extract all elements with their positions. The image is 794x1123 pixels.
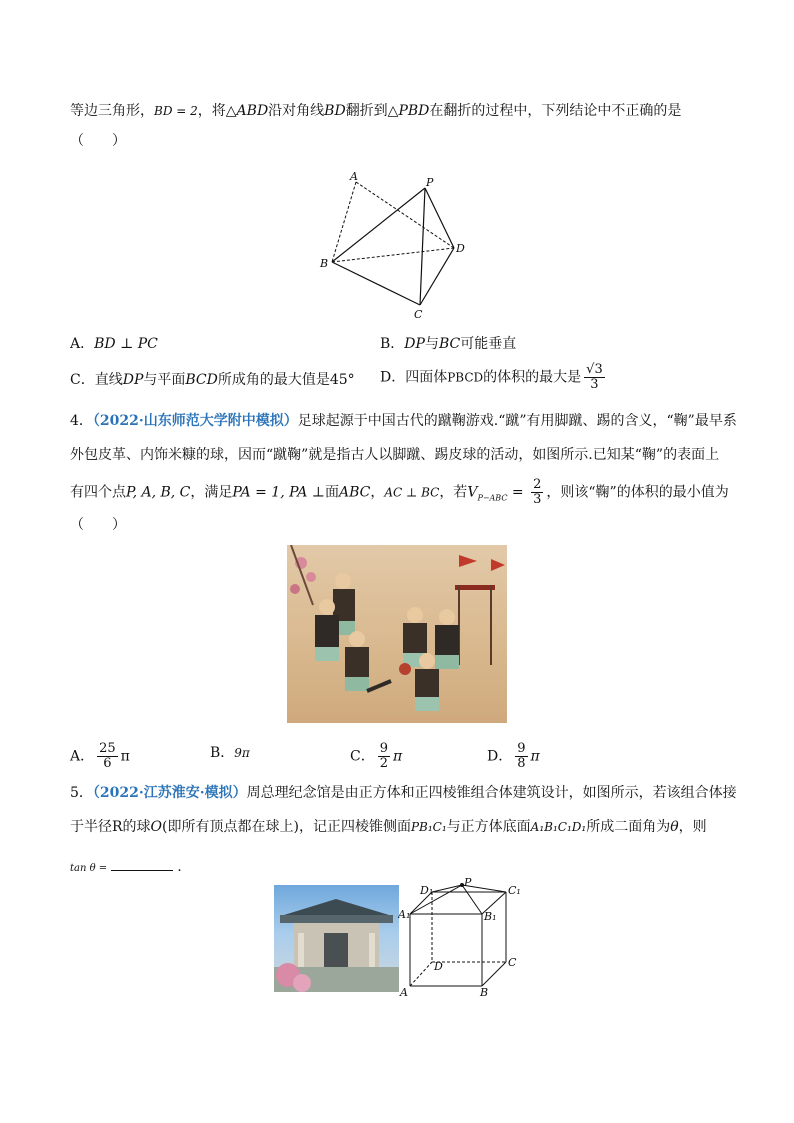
- edge-ab: [332, 182, 356, 262]
- flag-icon: [459, 555, 477, 567]
- fraction-2-over-3: $\frac{2}{3}$: [533, 477, 542, 507]
- fraction-sqrt3-over-3: $\frac{√3}{3}$: [586, 362, 603, 392]
- q4-option-b[interactable]: B．9π: [210, 745, 250, 761]
- math-9pi: 9π: [234, 746, 250, 760]
- pyramid-roof: [284, 899, 389, 915]
- math-theta: θ: [670, 819, 679, 835]
- question-source: （2022·山东师范大学附中模拟）: [92, 413, 298, 429]
- q3-option-b[interactable]: B．DP与BC可能垂直: [380, 336, 517, 352]
- math-o: O: [150, 819, 163, 835]
- q5-stem-line3: tan θ = .: [70, 859, 182, 875]
- q4-option-d[interactable]: D． $\frac{9}{8}$ π: [487, 741, 540, 771]
- math-points: P, A, B, C: [126, 484, 191, 501]
- roof-eave: [280, 915, 393, 923]
- label-a: A: [350, 170, 358, 183]
- label-b1: B₁: [484, 910, 497, 923]
- q3-option-d[interactable]: D．四面体PBCD的体积的最大是 $\frac{√3}{3}$: [380, 362, 603, 392]
- flag-icon: [491, 559, 505, 571]
- q4-option-c[interactable]: C． $\frac{9}{2}$ π: [350, 741, 403, 771]
- edge-bc: [482, 962, 506, 986]
- q3-option-c[interactable]: C．直线DP与平面BCD所成角的最大值是45°: [70, 372, 355, 388]
- edge-ad: [356, 182, 454, 248]
- q5-stem-line1: 5．（2022·江苏淮安·模拟）周总理纪念馆是由正方体和正四棱锥组合体建筑设计，如图所示，若该组合体接: [70, 785, 737, 801]
- edge-dc: [420, 248, 454, 305]
- cuju-scene: [287, 545, 507, 723]
- label-d1: D₁: [420, 884, 434, 897]
- entrance: [324, 933, 348, 967]
- math-dp: DP: [404, 336, 425, 352]
- q3-answer-paren: （ ）: [70, 133, 126, 149]
- column: [369, 933, 375, 967]
- blossom-icon: [306, 572, 316, 582]
- label-p: P: [464, 878, 472, 889]
- q4-cuju-illustration: [287, 545, 507, 723]
- math-pbd: PBD: [398, 103, 430, 119]
- fraction-9-over-2: $\frac{9}{2}$: [379, 741, 388, 771]
- q3-stem-line1: 等边三角形，BD = 2，将△ABD沿对角线BD翻折到△PBD在翻折的过程中，下列结论中不正确的是: [70, 103, 682, 119]
- goal-frame: [455, 585, 495, 590]
- fraction-25-over-6: $\frac{25}{6}$: [99, 741, 116, 771]
- blossom-tree-icon: [293, 974, 311, 992]
- label-p: P: [426, 176, 434, 189]
- q3-tetrahedron-figure: [312, 170, 482, 320]
- edge-bd: [332, 248, 454, 262]
- math-bd-eq: BD = 2: [154, 104, 198, 118]
- label-a1: A₁: [398, 908, 411, 921]
- edge-d1p: [432, 885, 462, 892]
- column: [298, 933, 304, 967]
- label-a: A: [400, 986, 408, 999]
- player: [345, 631, 391, 691]
- blossom-icon: [290, 584, 300, 594]
- q4-stem-line3: 有四个点P, A, B, C，满足PA = 1, PA ⊥面ABC，AC ⊥ BC，若$V_{P-ABC}$ = $\frac{2}{3}$ ，则该“鞠”的体积的最小值为: [70, 477, 729, 507]
- q5-cube-pyramid-figure: [398, 878, 528, 1000]
- q4-stem-line1: 4．（2022·山东师范大学附中模拟）足球起源于中国古代的蹴鞠游戏.“蹴”有用脚蹴、踢的含义，“鞠”最早系: [70, 413, 737, 429]
- q5-memorial-photo: [274, 885, 399, 992]
- math-bd-perp-pc: BD ⊥ PC: [94, 336, 158, 352]
- label-b: B: [480, 986, 489, 999]
- edge-bp: [332, 188, 425, 262]
- math-pb1c1: PB₁C₁: [410, 820, 447, 834]
- edge-bc: [332, 262, 420, 305]
- question-number: 5．: [70, 785, 93, 801]
- math-dp: DP: [122, 372, 144, 388]
- q4-stem-line2: 外包皮革、内饰米糠的球，因而“蹴鞠”就是指古人以脚蹴、踢皮球的活动，如图所示.已知某“鞠”的表面上: [70, 447, 720, 463]
- q4-option-a[interactable]: A． $\frac{25}{6}$ π: [70, 741, 130, 771]
- edge-pa1: [410, 885, 462, 914]
- math-ac-perp-bc: AC ⊥ BC: [384, 485, 440, 500]
- label-d: D: [456, 242, 465, 255]
- math-bcd: BCD: [185, 372, 218, 388]
- math-45deg: 45°: [329, 372, 355, 388]
- q5-stem-line2: 于半径R的球O(即所有顶点都在球上)，记正四棱锥侧面PB₁C₁与正方体底面A₁B₁C₁D₁所成二面角为θ，则: [70, 819, 707, 835]
- edge-ad: [410, 962, 432, 986]
- label-c: C: [508, 956, 517, 969]
- math-abd: ABD: [236, 103, 269, 119]
- edge-pd: [425, 188, 454, 248]
- memorial-building: [274, 885, 399, 992]
- question-source: （2022·江苏淮安·模拟）: [92, 785, 247, 801]
- math-bd: BD: [324, 103, 346, 119]
- answer-blank[interactable]: [111, 870, 173, 871]
- q4-answer-paren: （ ）: [70, 517, 126, 533]
- math-volume: V: [467, 484, 478, 501]
- q3-option-a[interactable]: A．BD ⊥ PC: [70, 336, 158, 352]
- label-c: C: [414, 308, 423, 320]
- fraction-9-over-8: $\frac{9}{8}$: [517, 741, 526, 771]
- player: [435, 609, 459, 669]
- math-bc: BC: [438, 336, 461, 352]
- label-b: B: [320, 257, 329, 270]
- edge-pc: [420, 188, 425, 305]
- math-abc: ABC: [338, 484, 371, 501]
- edge-pb1: [462, 885, 482, 914]
- label-c1: C₁: [508, 884, 521, 897]
- math-a1b1c1d1: A₁B₁C₁D₁: [530, 820, 587, 834]
- question-number: 4．: [70, 413, 93, 429]
- ball-icon: [399, 663, 411, 675]
- math-pa: PA = 1, PA ⊥: [232, 484, 325, 501]
- math-pbcd: PBCD: [447, 370, 484, 385]
- label-d: D: [434, 960, 443, 973]
- math-tan-theta: tan θ =: [70, 863, 108, 874]
